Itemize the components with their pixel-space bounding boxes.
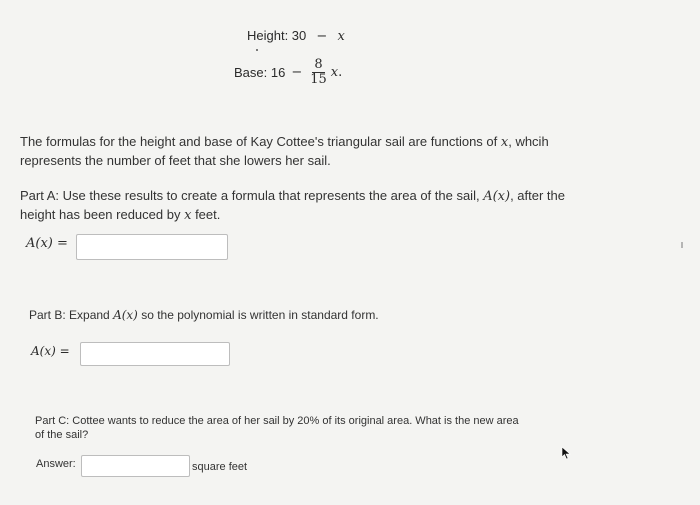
cursor-icon [561,446,571,460]
part-a-variable: x [184,208,192,223]
part-b-label: A(x) = [31,344,70,358]
part-c-line-1: Part C: Cottee wants to reduce the area of her sail by 20% of its original area. What is the new area [35,415,519,427]
part-a-answer-input[interactable] [76,234,228,260]
intro-paragraph [20,133,580,170]
small-dot [256,49,258,51]
part-b-answer-input[interactable] [80,342,230,366]
part-b-math: A(x) [113,308,138,322]
height-formula [247,28,345,44]
answer-label: Answer: [36,458,76,470]
part-a-line-2 [20,206,580,225]
unit-label: square feet [192,461,248,473]
part-a-line-1 [20,187,580,206]
height-label: Height: 30 [247,28,307,43]
base-formula [234,58,342,87]
height-variable: x [337,29,345,44]
base-variable: x [330,65,339,80]
part-a-text-b: , after the [510,188,565,203]
intro-text-b: , whcih [508,134,549,149]
part-c-answer-input[interactable] [81,455,190,477]
part-a-prompt [20,187,580,225]
part-b-text-a: Part B: Expand [29,308,110,322]
scroll-marker [681,242,683,248]
intro-line-1 [20,133,580,152]
part-a-label: A(x) = [26,236,68,251]
height-minus: − [316,29,328,44]
part-c-prompt [35,414,575,442]
part-c-line-2: of the sail? [35,429,89,441]
fraction-numerator: 8 [314,57,323,72]
intro-text-a: The formulas for the height and base of Kay Cottee's triangular sail are functions of [20,134,498,149]
part-b-text-b: so the polynomial is written in standard form. [141,308,379,322]
base-label: Base: 16 [234,65,286,80]
part-a-text-d: feet. [195,207,221,222]
part-a-math: A(x) [483,189,511,204]
base-minus: − [291,65,303,80]
fraction-denominator: 15 [310,72,327,87]
base-period: . [338,65,343,80]
intro-variable: x [500,135,509,150]
base-fraction [308,58,329,87]
part-a-text-a: Part A: Use these results to create a formula that represents the area of the sail, [20,188,480,203]
part-b-prompt [29,307,589,323]
part-a-text-c: height has been reduced by [20,207,181,222]
intro-line-2: represents the number of feet that she lowers her sail. [20,153,331,168]
